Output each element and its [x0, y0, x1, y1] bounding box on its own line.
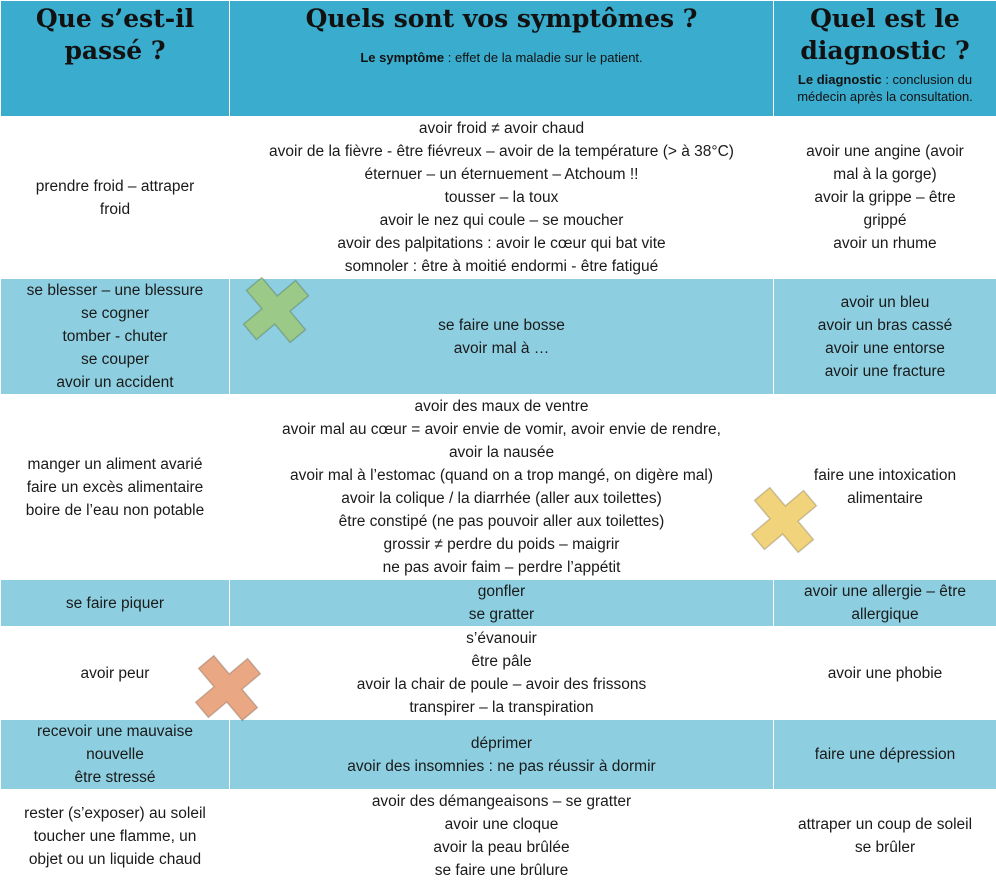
diagnosis-text: avoir un bleu avoir un bras cassé avoir une entorse avoir une fracture [778, 291, 992, 383]
table-row [1, 627, 996, 720]
diagnosis-text: avoir une angine (avoir mal à la gorge) avoir la grippe – être grippé avoir un rhume [778, 140, 992, 255]
symptoms-cell [230, 627, 774, 720]
header-row [1, 1, 996, 117]
header-diagnosis [774, 1, 996, 117]
table-row [1, 790, 996, 883]
green-cross-icon [238, 272, 314, 348]
symptom-definition: : effet de la maladie sur le patient. [444, 50, 643, 65]
cause-cell [1, 395, 230, 580]
cause-cell [1, 580, 230, 627]
diagnosis-definition: : conclusion du médecin après la consultation. [797, 72, 973, 104]
table-row [1, 395, 996, 580]
symptoms-cell [230, 720, 774, 790]
diagnosis-text: avoir une phobie [778, 662, 992, 685]
symptoms-text: avoir des démangeaisons – se gratter avoir une cloque avoir la peau brûlée se faire une brûlure [234, 790, 769, 882]
diagnosis-text: attraper un coup de soleil se brûler [778, 813, 992, 859]
diagnosis-cell [774, 117, 996, 279]
header-diagnosis-note [778, 71, 992, 105]
table-row [1, 279, 996, 395]
header-symptoms [230, 1, 774, 117]
diagnosis-text: faire une dépression [778, 743, 992, 766]
green-cross-shape [228, 262, 324, 358]
diagnosis-text: faire une intoxication alimentaire [778, 464, 992, 510]
cause-text: manger un aliment avarié faire un excès alimentaire boire de l’eau non potable [5, 453, 225, 522]
symptoms-text: se faire une bosse avoir mal à … [234, 314, 769, 360]
cause-text: recevoir une mauvaise nouvelle être stressé [5, 720, 225, 789]
diagnosis-cell [774, 279, 996, 395]
symptoms-cell [230, 790, 774, 883]
table-row [1, 580, 996, 627]
cause-text: se faire piquer [5, 592, 225, 615]
header-cause [1, 1, 230, 117]
symptoms-text: avoir froid ≠ avoir chaud avoir de la fièvre - être fiévreux – avoir de la température (> à 38°C) éternuer – un éternuement – Atchoum !! tousser – la toux avoir le nez qui coule – se moucher avoir des palpitations : avoir le cœur qui bat vite somnoler : être à moitié endormi - être fatigué [234, 117, 769, 278]
header-diagnosis-title: Quel est le diagnostic ? [778, 3, 992, 67]
cause-text: avoir peur [5, 662, 225, 685]
symptoms-cell [230, 395, 774, 580]
cause-text: se blesser – une blessure se cogner tomber - chuter se couper avoir un accident [5, 279, 225, 394]
symptoms-text: s’évanouir être pâle avoir la chair de poule – avoir des frissons transpirer – la transpiration [234, 627, 769, 719]
symptoms-text: avoir des maux de ventre avoir mal au cœur = avoir envie de vomir, avoir envie de rendre, avoir la nausée avoir mal à l’estomac (quand on a trop mangé, on digère mal) avoir la colique / la diarrhée (aller aux toilettes) être constipé (ne pas pouvoir aller aux toilettes) grossir ≠ perdre du poids – maigrir ne pas avoir faim – perdre l’appétit [234, 395, 769, 579]
cause-cell [1, 117, 230, 279]
symptoms-text: gonfler se gratter [234, 580, 769, 626]
diagnosis-text: avoir une allergie – être allergique [778, 580, 992, 626]
table-row [1, 117, 996, 279]
orange-cross-shape [180, 640, 276, 736]
symptoms-cell [230, 117, 774, 279]
diagnosis-cell [774, 627, 996, 720]
header-symptoms-title: Quels sont vos symptômes ? [234, 3, 769, 35]
orange-cross-icon [190, 650, 266, 726]
symptom-term: Le symptôme [360, 50, 444, 65]
table-row [1, 720, 996, 790]
diagnosis-term: Le diagnostic [798, 72, 882, 87]
yellow-cross-icon [746, 482, 822, 558]
symptoms-cell [230, 580, 774, 627]
diagnosis-cell [774, 580, 996, 627]
diagnosis-cell [774, 720, 996, 790]
symptoms-text: déprimer avoir des insomnies : ne pas réussir à dormir [234, 732, 769, 778]
cause-cell [1, 720, 230, 790]
header-symptoms-note [234, 49, 769, 66]
yellow-cross-shape [736, 472, 832, 568]
diagnosis-cell [774, 790, 996, 883]
cause-text: rester (s’exposer) au soleil toucher une flamme, un objet ou un liquide chaud [5, 802, 225, 871]
header-cause-title: Que s’est-il passé ? [5, 3, 225, 67]
cause-text: prendre froid – attraper froid [5, 175, 225, 221]
cause-cell [1, 790, 230, 883]
cause-cell [1, 279, 230, 395]
